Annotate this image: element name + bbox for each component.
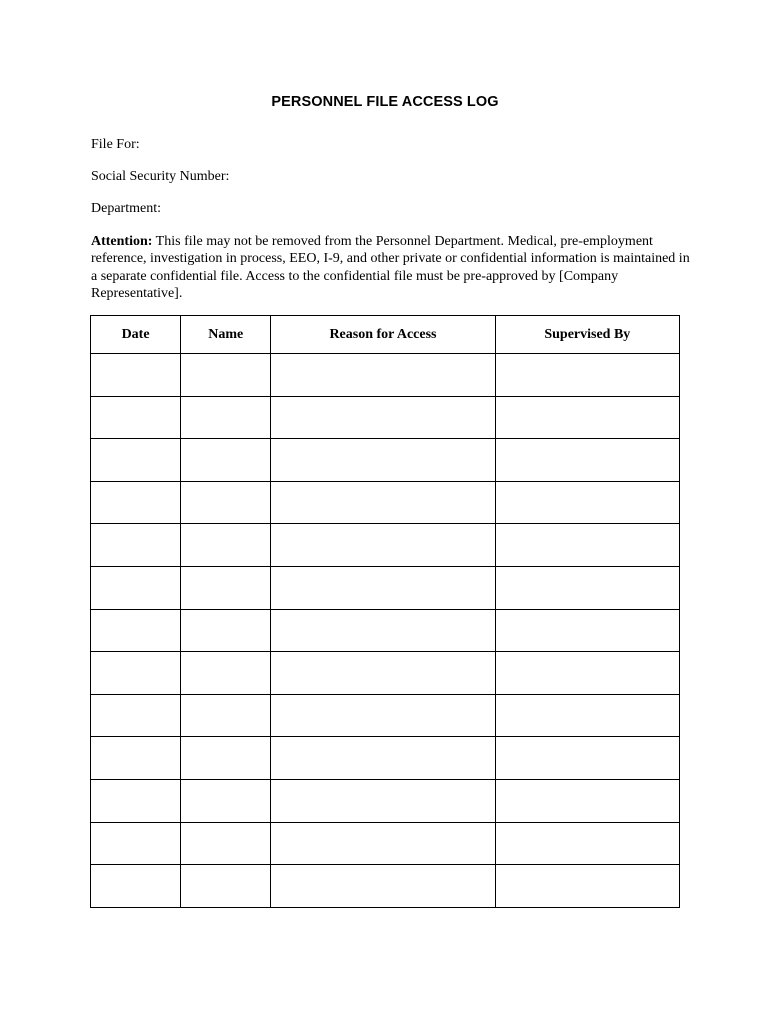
table-row bbox=[91, 737, 680, 780]
cell-name[interactable] bbox=[181, 609, 271, 652]
cell-date[interactable] bbox=[91, 396, 181, 439]
table-row bbox=[91, 779, 680, 822]
cell-reason[interactable] bbox=[271, 524, 495, 567]
cell-name[interactable] bbox=[181, 396, 271, 439]
cell-reason[interactable] bbox=[271, 396, 495, 439]
cell-date[interactable] bbox=[91, 737, 181, 780]
header-date: Date bbox=[91, 316, 181, 354]
cell-name[interactable] bbox=[181, 652, 271, 695]
cell-supervised-by[interactable] bbox=[495, 609, 679, 652]
cell-date[interactable] bbox=[91, 354, 181, 397]
attention-text: This file may not be removed from the Personnel Department. Medical, pre-employment reference, investigation in process, EEO, I-9, and other private or confidential information is maintained in a separate confidential file. Access to the confidential file must be pre-approved by [Company Representative]. bbox=[91, 234, 690, 302]
cell-name[interactable] bbox=[181, 737, 271, 780]
cell-reason[interactable] bbox=[271, 779, 495, 822]
ssn-label: Social Security Number: bbox=[91, 169, 230, 184]
cell-name[interactable] bbox=[181, 566, 271, 609]
table-row bbox=[91, 609, 680, 652]
cell-date[interactable] bbox=[91, 694, 181, 737]
access-log-table bbox=[90, 315, 680, 908]
cell-reason[interactable] bbox=[271, 694, 495, 737]
table-row bbox=[91, 566, 680, 609]
cell-supervised-by[interactable] bbox=[495, 481, 679, 524]
cell-date[interactable] bbox=[91, 652, 181, 695]
cell-name[interactable] bbox=[181, 865, 271, 908]
cell-supervised-by[interactable] bbox=[495, 439, 679, 482]
cell-name[interactable] bbox=[181, 779, 271, 822]
cell-date[interactable] bbox=[91, 566, 181, 609]
cell-date[interactable] bbox=[91, 779, 181, 822]
cell-reason[interactable] bbox=[271, 652, 495, 695]
table-row bbox=[91, 481, 680, 524]
cell-supervised-by[interactable] bbox=[495, 566, 679, 609]
table-body bbox=[91, 354, 680, 908]
table-row bbox=[91, 354, 680, 397]
cell-date[interactable] bbox=[91, 865, 181, 908]
table-row bbox=[91, 865, 680, 908]
header-supervised-by: Supervised By bbox=[495, 316, 679, 354]
table-row bbox=[91, 694, 680, 737]
table-row bbox=[91, 524, 680, 567]
cell-date[interactable] bbox=[91, 481, 181, 524]
attention-notice bbox=[91, 233, 691, 303]
cell-reason[interactable] bbox=[271, 737, 495, 780]
cell-supervised-by[interactable] bbox=[495, 396, 679, 439]
cell-supervised-by[interactable] bbox=[495, 779, 679, 822]
table-row bbox=[91, 396, 680, 439]
cell-supervised-by[interactable] bbox=[495, 737, 679, 780]
department-label: Department: bbox=[91, 201, 161, 216]
cell-supervised-by[interactable] bbox=[495, 865, 679, 908]
table-header-row bbox=[91, 316, 680, 354]
attention-label: Attention: bbox=[91, 234, 153, 249]
table-row bbox=[91, 439, 680, 482]
cell-date[interactable] bbox=[91, 524, 181, 567]
cell-date[interactable] bbox=[91, 609, 181, 652]
cell-name[interactable] bbox=[181, 524, 271, 567]
cell-name[interactable] bbox=[181, 354, 271, 397]
cell-supervised-by[interactable] bbox=[495, 694, 679, 737]
header-name: Name bbox=[181, 316, 271, 354]
cell-reason[interactable] bbox=[271, 354, 495, 397]
file-for-label: File For: bbox=[91, 137, 140, 152]
cell-name[interactable] bbox=[181, 439, 271, 482]
cell-reason[interactable] bbox=[271, 439, 495, 482]
cell-date[interactable] bbox=[91, 439, 181, 482]
cell-reason[interactable] bbox=[271, 566, 495, 609]
cell-supervised-by[interactable] bbox=[495, 822, 679, 865]
header-reason: Reason for Access bbox=[271, 316, 495, 354]
cell-date[interactable] bbox=[91, 822, 181, 865]
table-row bbox=[91, 822, 680, 865]
document-title: PERSONNEL FILE ACCESS LOG bbox=[271, 94, 499, 110]
table-row bbox=[91, 652, 680, 695]
cell-name[interactable] bbox=[181, 694, 271, 737]
cell-reason[interactable] bbox=[271, 865, 495, 908]
cell-name[interactable] bbox=[181, 822, 271, 865]
cell-reason[interactable] bbox=[271, 609, 495, 652]
cell-supervised-by[interactable] bbox=[495, 652, 679, 695]
cell-name[interactable] bbox=[181, 481, 271, 524]
cell-reason[interactable] bbox=[271, 481, 495, 524]
cell-reason[interactable] bbox=[271, 822, 495, 865]
cell-supervised-by[interactable] bbox=[495, 524, 679, 567]
cell-supervised-by[interactable] bbox=[495, 354, 679, 397]
